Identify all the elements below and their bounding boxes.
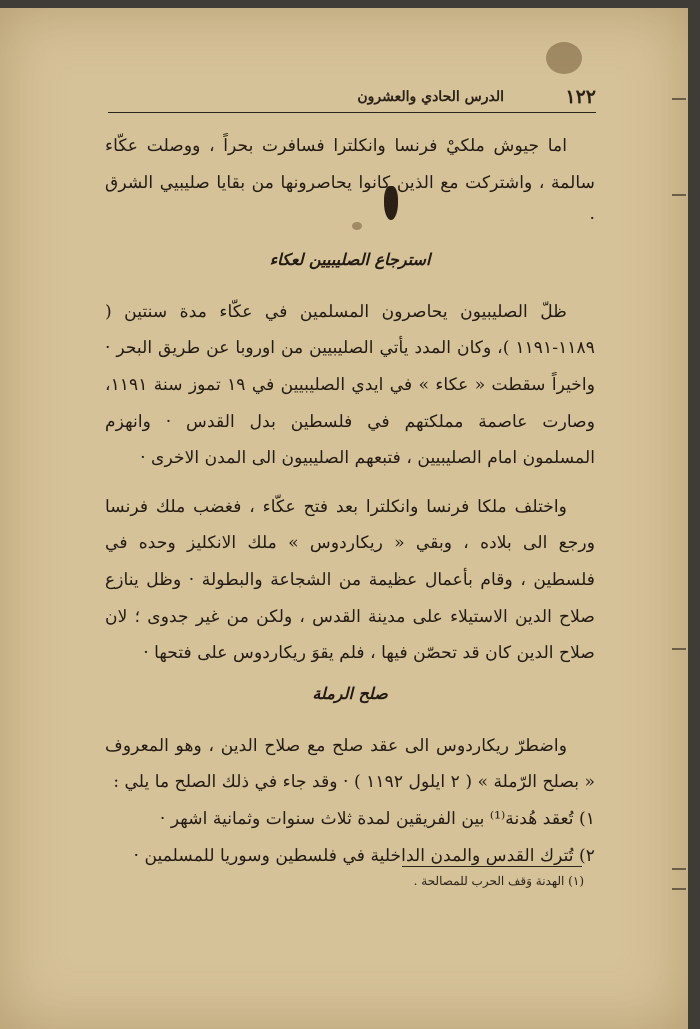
page-number: ١٢٢ (565, 86, 596, 108)
paragraph-1: ظلّ الصليبيون يحاصرون المسلمين في عكّاء مدة سنتين ( ١١٨٩-١١٩١ )، وكان المدد يأتي الصليبيين من اوروبا عن طريق البحر · واخيراً سقطت « عكاء » في ايدي الصليبيين في ١٩ تموز سنة ١١٩١، وصارت عاصمة مملكتهم في فلسطين بدل القدس · وانهزم المسلمون امام الصليبيين ، فتبعهم الصليبيون الى المدن الاخرى · (105, 301, 596, 469)
book-page (0, 8, 688, 1029)
paragraph-3: واضطرّ ريكاردوس الى عقد صلح مع صلاح الدين ، وهو المعروف « بصلح الرّملة » ( ٢ ايلول ١١٩٢ ) · وقد جاء في ذلك الصلح ما يلي : (105, 735, 595, 793)
footnote: (١) الهدنة وَقف الحرب للمصالحة . (413, 874, 584, 888)
footnote-divider (402, 866, 582, 867)
edge-mark (672, 888, 686, 890)
section-title-2: صلح الرملة (312, 683, 388, 703)
section-title-1: استرجاع الصليبيين لعكاء (269, 249, 431, 269)
main-text (105, 128, 595, 874)
list-item-1: ١) تُعقد هُدنة⁽¹⁾ بين الفريقين لمدة ثلاث سنوات وثمانية اشهر · (159, 808, 595, 829)
intro-paragraph: اما جيوش ملكيْ فرنسا وانكلترا فسافرت بحراً ، ووصلت عكّاء سالمة ، واشتركت مع الذين كانوا يحاصرونها من بقايا صليبيي الشرق · (105, 136, 595, 230)
paragraph-2: واختلف ملكا فرنسا وانكلترا بعد فتح عكّاء ، فغضب ملك فرنسا ورجع الى بلاده ، وبقي « ريكاردوس » ملك الانكليز وحده في فلسطين ، وقام بأعمال عظيمة من الشجاعة والبطولة · وظل ينازع صلاح الدين الاستيلاء على مدينة القدس ، ولكن من غير جدوى ؛ لان صلاح الدين كان قد تحصّن فيها ، فلم يقوَ ريكاردوس على فتحها · (105, 496, 595, 664)
edge-mark (672, 194, 686, 196)
edge-mark (672, 98, 686, 100)
page-header (108, 86, 596, 113)
stain-top-right (546, 42, 582, 74)
list-item-2: ٢) تُترك القدس والمدن الداخلية في فلسطين وسوريا للمسلمين · (133, 845, 595, 866)
edge-mark (672, 868, 686, 870)
edge-mark (672, 648, 686, 650)
running-title: الدرس الحادي والعشرون (357, 89, 504, 105)
